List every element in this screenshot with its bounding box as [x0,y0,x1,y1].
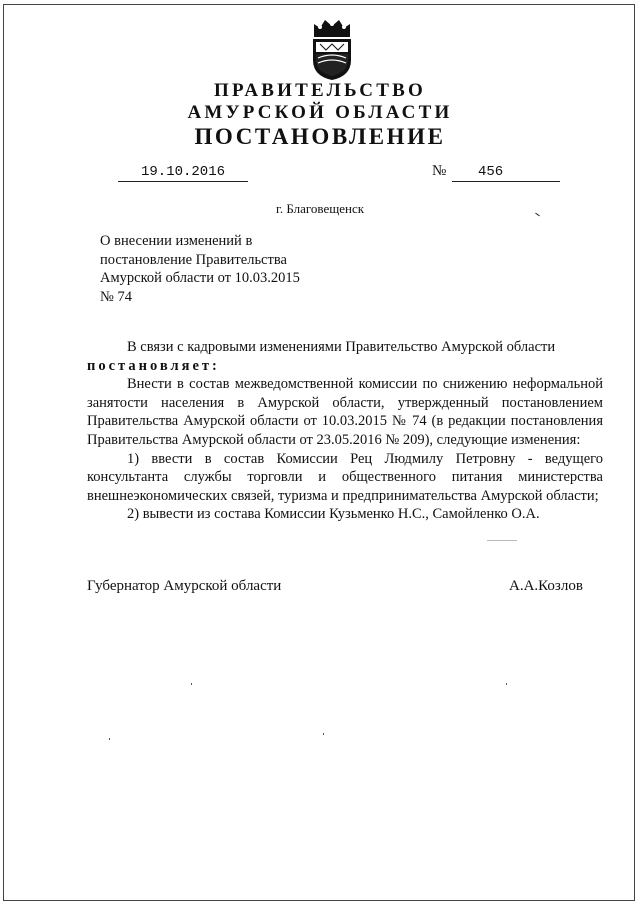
main-paragraph: Внести в состав межведомственной комиссии по снижению неформальной занятости населения в Амурской области, утвержденный постановлением Правительства Амурской области от 10.03.2015 № 74 (в редакции постановления Правительства Амурской области от 23.05.2016 № 209), следующие изменения: [87,376,603,448]
list-item-1: 1) ввести в состав Комиссии Рец Людмилу Петровну - ведущего консультанта службы торговли и общественного питания министерства внешнеэкономических связей, туризма и предпринимательства Амурской области; [87,450,603,504]
signatory-position: Губернатор Амурской области [87,578,282,594]
document-number: 456 [452,164,560,182]
scan-speck [323,733,324,735]
subject-line: Амурской области от 10.03.2015 [100,270,300,286]
scan-speck [109,738,110,740]
header-government: ПРАВИТЕЛЬСТВО [214,80,426,101]
document-date: 19.10.2016 [118,164,248,182]
intro-paragraph: В связи с кадровыми изменениями Правительство Амурской области [127,339,556,355]
signatory-name: А.А.Козлов [509,578,583,594]
document-type-title: ПОСТАНОВЛЕНИЕ [194,124,446,149]
document-body [87,338,603,524]
coat-of-arms-icon [306,14,358,82]
subject-line: постановление Правительства [100,251,287,268]
decree-word: постановляет: [87,357,220,374]
city-name: г. Благовещенск [275,201,365,216]
scan-speck [191,683,192,685]
list-item-2: 2) вывести из состава Комиссии Кузьменко Н.С., Самойленко О.А. [127,506,540,523]
number-sign: № [432,163,447,179]
header-region: АМУРСКОЙ ОБЛАСТИ [187,102,453,123]
subject-line: О внесении изменений в [100,233,253,249]
subject-line: № 74 [100,288,132,305]
document-subject [100,232,360,306]
scan-speck [506,683,507,685]
scan-speck [487,540,517,541]
